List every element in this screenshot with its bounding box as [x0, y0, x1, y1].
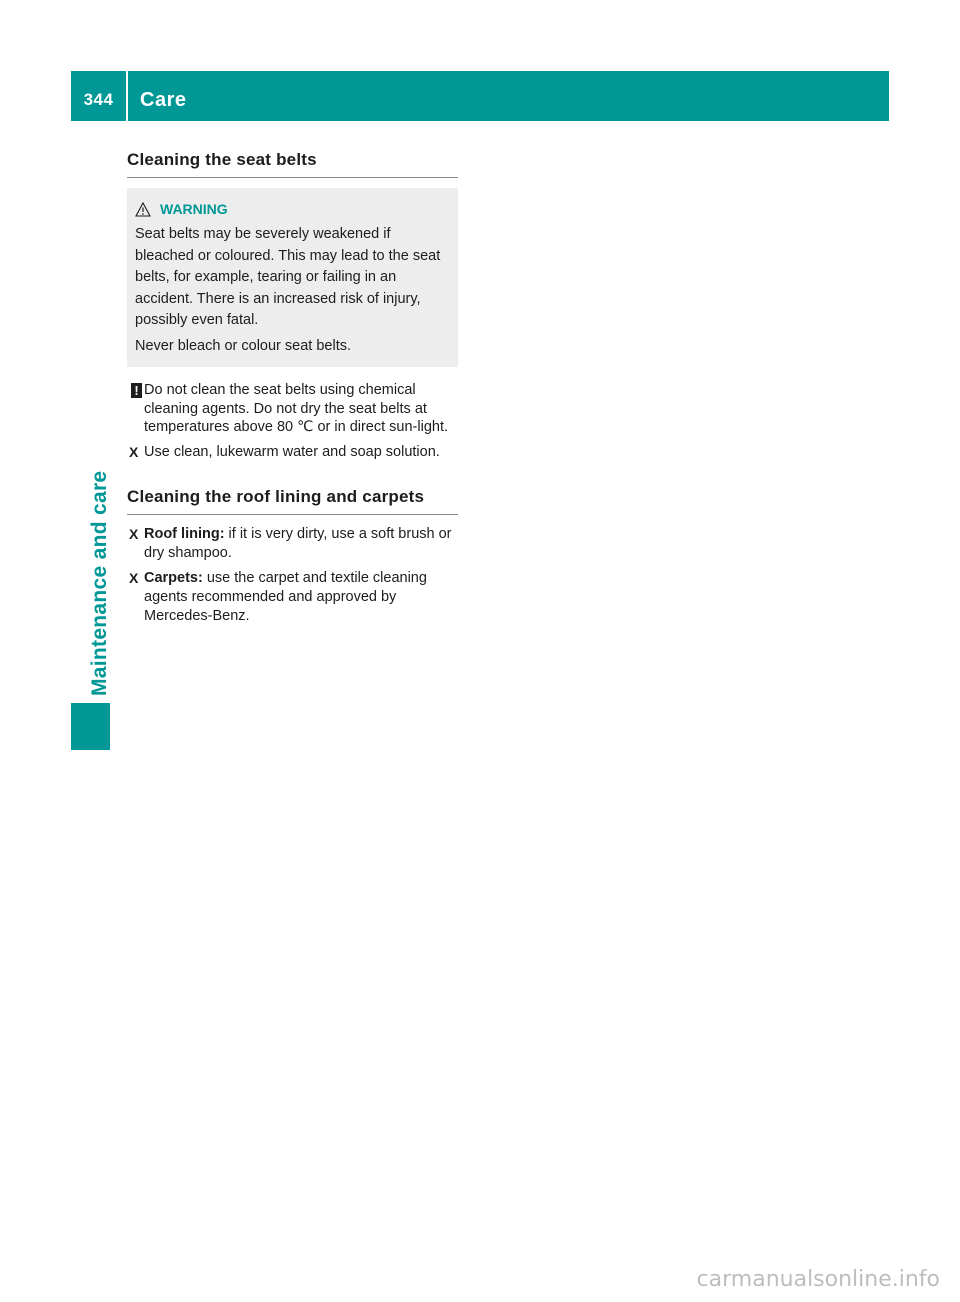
note-text: Do not clean the seat belts using chemical cleaning agents. Do not dry the seat belts at temperatures above 80 ℃ or in direct sun-light.: [144, 382, 449, 435]
step-label: Carpets:: [144, 569, 203, 586]
section-heading-seat-belts: Cleaning the seat belts: [127, 148, 458, 178]
step-arrow-icon: X: [129, 525, 139, 542]
warning-instruction: Never bleach or colour seat belts.: [135, 337, 351, 354]
warning-box: [127, 188, 458, 367]
side-tab: [71, 121, 110, 701]
step-item-carpets: [127, 569, 458, 626]
content-column: [127, 148, 458, 626]
exclamation-icon: !: [131, 383, 142, 398]
section-heading-roof-lining: Cleaning the roof lining and carpets: [127, 485, 458, 515]
step-label: Roof lining:: [144, 525, 225, 542]
step-text: use the carpet and textile cleaning agents recommended and approved by Mercedes-Benz.: [144, 569, 427, 624]
header-divider: [126, 71, 128, 121]
warning-header: [135, 198, 451, 220]
chapter-title: Care: [140, 89, 187, 111]
step-arrow-icon: X: [129, 569, 139, 586]
side-tab-marker: [71, 703, 110, 750]
warning-triangle-icon: [135, 202, 151, 217]
step-arrow-icon: X: [129, 443, 139, 460]
page-header: [71, 71, 889, 121]
roof-steps-list: [127, 525, 458, 626]
note-item: [127, 381, 458, 437]
step-text: if it is very dirty, use a soft brush or dry shampoo.: [144, 525, 452, 561]
step-item: [127, 443, 458, 462]
side-tab-label: Maintenance and care: [88, 470, 111, 696]
watermark: carmanualsonline.info: [696, 1267, 940, 1292]
page-number: 344: [83, 90, 114, 109]
warning-text: Seat belts may be severely weakened if bleached or coloured. This may lead to the seat belts, for example, tearing or failing in an accident. There is an increased risk of injury, possibly even fatal.: [135, 226, 441, 328]
warning-label: WARNING: [160, 201, 228, 217]
step-item-roof-lining: [127, 525, 458, 563]
step-text: Use clean, lukewarm water and soap solution.: [144, 443, 440, 460]
